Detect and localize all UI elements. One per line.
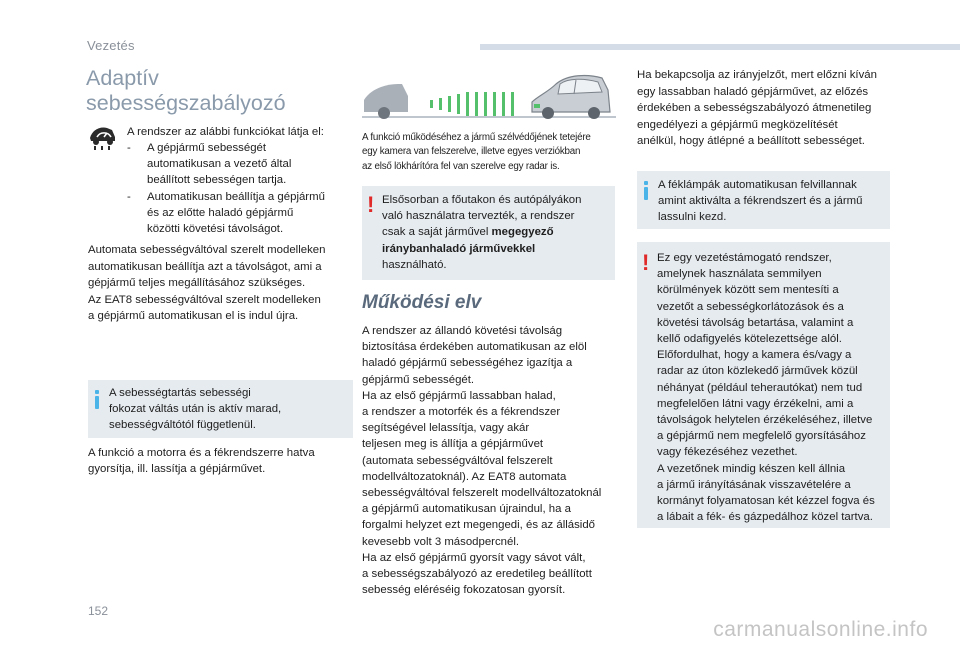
line: való használatra tervezték, a rendszer <box>382 210 575 223</box>
line: amint aktiválta a fékrendszert és a jármű <box>658 195 863 208</box>
list-item <box>127 189 357 238</box>
line: Ha az első gépjármű gyorsít vagy sávot vált, <box>362 551 586 564</box>
bold-span: iránybanhaladó járművekkel <box>382 242 536 255</box>
line: követési távolság betartása, valamint a <box>657 316 854 329</box>
line: Automatikusan beállítja a gépjármű <box>147 190 325 203</box>
warning-icon: ! <box>367 192 375 217</box>
section-heading: Működési elv <box>362 292 482 313</box>
line <box>382 241 612 257</box>
line: A gépjármű sebességét <box>147 142 267 154</box>
info-icon <box>95 390 99 409</box>
text-span: csak a saját járművel <box>382 226 492 239</box>
line: Elsősorban a főutakon és autópályákon <box>382 194 582 206</box>
line: A funkció működéséhez a jármű szélvédőjének tetejére <box>362 132 591 143</box>
line: automatikusan beállítja azt a távolságot, ami a <box>88 260 322 273</box>
line: engedélyezi a gépjármű megközelítését <box>637 118 838 131</box>
paragraph <box>637 67 902 150</box>
bullet-dash: - <box>127 142 131 154</box>
line: automatikusan a vezető által <box>147 158 292 171</box>
warning-icon: ! <box>642 250 650 275</box>
line: sebesség eléréséig fokozatosan gyorsít. <box>362 584 566 597</box>
line: A rendszer az állandó követési távolság <box>362 325 563 337</box>
line: az első lökhárítóra fel van szerelve egy radar is. <box>362 160 560 172</box>
bold-span: megegyező <box>491 226 554 239</box>
line: A vezetőnek mindig készen kell állnia <box>657 462 846 475</box>
line: segítségével lelassítja, vagy akár <box>362 422 530 435</box>
line: (automata sebességváltóval felszerelt <box>362 454 553 467</box>
line: és az előtte haladó gépjármű <box>147 206 294 219</box>
line: radar az úton közlekedő járművek közül <box>657 365 858 378</box>
line: modellváltozatoknál). Az EAT8 automata <box>362 470 567 483</box>
paragraph <box>88 242 353 325</box>
line: kormányt folyamatosan két kézzel fogva és <box>657 495 875 508</box>
line: körülmények között sem mentesíti a <box>657 284 839 297</box>
line: a jármű irányításának visszavételére a <box>657 478 851 491</box>
line <box>382 224 612 240</box>
line: Ez egy vezetéstámogató rendszer, <box>657 252 832 264</box>
line: anélkül, hogy átlépné a beállított sebességet. <box>637 135 865 148</box>
info-text <box>658 177 888 226</box>
warning-box <box>637 242 890 528</box>
line: A sebességtartás sebességi <box>109 387 251 399</box>
paragraph <box>88 445 353 477</box>
line: Az EAT8 sebességváltóval szerelt modelleken <box>88 293 321 306</box>
line: sebességváltótól függetlenül. <box>109 419 256 432</box>
header-bar <box>480 44 960 50</box>
line: használható. <box>382 258 447 271</box>
paragraph <box>362 323 627 598</box>
car-following-radar-illustration <box>362 66 616 126</box>
info-box <box>88 380 353 438</box>
info-box <box>637 171 890 229</box>
line: vagy fékezéséhez vezethet. <box>657 446 798 459</box>
title-line: sebességszabályozó <box>86 91 286 115</box>
line: a gépjármű automatikusan újraindul, ha a <box>362 503 571 516</box>
line: kellő odafigyelés kötelezettsége alól. <box>657 333 842 346</box>
line: gyorsítja, ill. lassítja a gépjárművet. <box>88 463 266 476</box>
page-title <box>86 66 286 116</box>
figure-caption <box>362 131 622 174</box>
page-number: 152 <box>88 604 109 618</box>
line: Ha bekapcsolja az irányjelzőt, mert előzni kíván <box>637 69 877 81</box>
line: a rendszer a motorfék és a fékrendszer <box>362 406 561 419</box>
line: forgalmi helyzet ezt megengedi, és az állásidő <box>362 519 596 532</box>
line: Automata sebességváltóval szerelt modelleken <box>88 244 326 256</box>
bullet-dash: - <box>127 190 131 203</box>
watermark: carmanualsonline.info <box>713 618 928 641</box>
title-line: Adaptív <box>86 66 159 90</box>
warning-text <box>382 192 612 273</box>
line: egy kamera van felszerelve, illetve egyes verziókban <box>362 146 581 158</box>
info-text <box>109 385 349 434</box>
line: a gépjármű nem megfelelő gyorsításához <box>657 430 866 443</box>
line: Előfordulhat, hogy a kamera és/vagy a <box>657 349 852 362</box>
line: vezetőt a sebességkorlátozások és a <box>657 300 844 313</box>
line: amelynek használata semmilyen <box>657 268 822 281</box>
line: beállított sebességen tartja. <box>147 174 287 187</box>
line: egy lassabban haladó gépjárművet, az előzés <box>637 85 869 98</box>
warning-text <box>657 250 889 525</box>
line: a sebességszabályozó az eredetileg beállított <box>362 568 592 581</box>
line: sebességváltóval felszerelt modellváltozatoknál <box>362 487 602 500</box>
line: teljesen meg is állítja a gépjárművet <box>362 438 544 451</box>
line: megfelelően látni vagy érzékelni, ami a <box>657 397 854 410</box>
line: érdekében a sebességszabályozó átmenetileg <box>637 102 872 115</box>
line: közötti követési távolságot. <box>147 223 284 236</box>
list-item <box>127 140 357 189</box>
line: a lábait a fék- és gázpedálhoz közel tartva. <box>657 511 873 524</box>
line: a gépjármű automatikusan el is indul újra. <box>88 310 299 323</box>
line: A féklámpák automatikusan felvillannak <box>658 179 857 191</box>
section-label: Vezetés <box>87 38 135 53</box>
intro-text: A rendszer az alábbi funkciókat látja el: <box>127 126 324 138</box>
line: kevesebb volt 3 másodpercnél. <box>362 535 520 548</box>
line: gépjármű sebességét. <box>362 373 475 386</box>
line: gépjármű teljes megállításához szükséges. <box>88 277 306 290</box>
bullet-list <box>127 140 357 237</box>
warning-box <box>362 186 615 280</box>
line: Ha az első gépjármű lassabban halad, <box>362 389 556 402</box>
line: A funkció a motorra és a fékrendszerre hatva <box>88 447 315 459</box>
line: távolságok helytelen érzékeléséhez, illetve <box>657 414 873 427</box>
line: néhányat (például teherautókat) nem tud <box>657 381 863 394</box>
line: lassulni kezd. <box>658 211 727 224</box>
info-icon <box>644 181 648 200</box>
adaptive-cruise-control-icon <box>88 124 122 152</box>
line: haladó gépjármű sebességéhez igazítja a <box>362 357 573 370</box>
line: fokozat váltás után is aktív marad, <box>109 403 282 416</box>
line: biztosítása érdekében automatikusan az elöl <box>362 341 587 354</box>
